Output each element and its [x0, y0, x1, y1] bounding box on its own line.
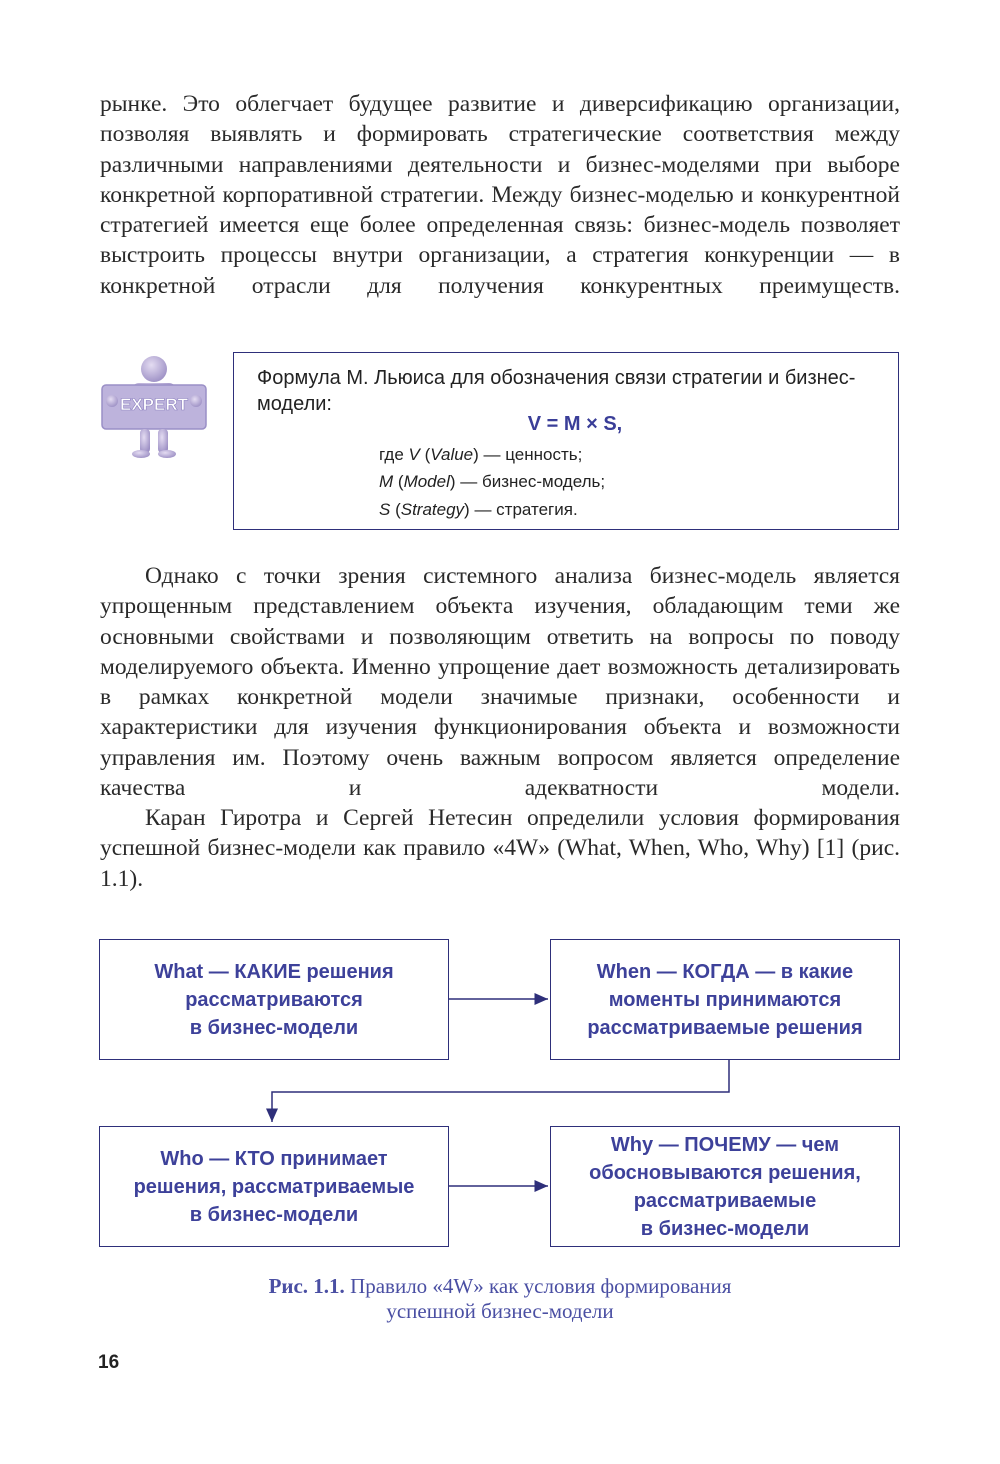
box-when: When — КОГДА — в какие моменты принимаются рассматриваемые решения: [550, 939, 900, 1060]
box-what: What — КАКИЕ решения рассматриваются в бизнес-модели: [99, 939, 449, 1060]
page-number: 16: [98, 1352, 120, 1373]
box-who: Who — КТО принимает решения, рассматриваемые в бизнес-модели: [99, 1126, 449, 1247]
arrow-when-to-who: [272, 1060, 729, 1122]
paragraph-4w: Каран Гиротра и Сергей Нетесин определили условия формирования успешной бизнес-модели как правило «4W» (What, When, Who, Why) [1] (рис. 1.1).: [100, 805, 900, 892]
definition-m: M (Model) — бизнес-модель;: [379, 472, 606, 491]
paragraph-system-analysis: Однако с точки зрения системного анализа бизнес-модель является упрощенным представлением объекта изучения, обладающим теми же основными свойствами и позволяющим ответить на вопросы по поводу моделируемого объекта. Именно упрощение дает возможность детализировать в рамках конкретной модели значимые признаки, особенности и характеристики для изучения функционирования объекта и возможности управления им. Поэтому очень важным вопросом является определение качества и адекватности модели.: [100, 563, 900, 802]
figure-caption: Рис. 1.1. Правило «4W» как условия формирования успешной бизнес-модели: [268, 1274, 732, 1323]
formula: V = M × S,: [527, 413, 623, 435]
callout-title: Формула М. Льюиса для обозначения связи стратегии и бизнес-модели:: [257, 367, 856, 415]
box-why: Why — ПОЧЕМУ — чем обосновываются решения, рассматриваемые в бизнес-модели: [550, 1126, 900, 1247]
expert-person-icon: [98, 355, 210, 459]
expert-badge-text: EXPERT: [119, 395, 189, 414]
definition-v: где V (Value) — ценность;: [379, 445, 583, 464]
expert-callout: [233, 352, 899, 530]
paragraph-top: рынке. Это облегчает будущее развитие и диверсификацию организации, позволяя выявлять и формировать стратегические соответствия между различными направлениями деятельности и бизнес-моделями при выборе конкретной корпоративной стратегии. Между бизнес-моделью и конкурентной стратегией имеется еще более определенная связь: бизнес-модель позволяет выстроить процессы внутри организации, а стратегия конкуренции — в конкретной отрасли для получения конкурентных преимуществ.: [100, 91, 900, 299]
caption-label: Рис. 1.1.: [268, 1274, 345, 1298]
definition-s: S (Strategy) — стратегия.: [379, 500, 578, 519]
